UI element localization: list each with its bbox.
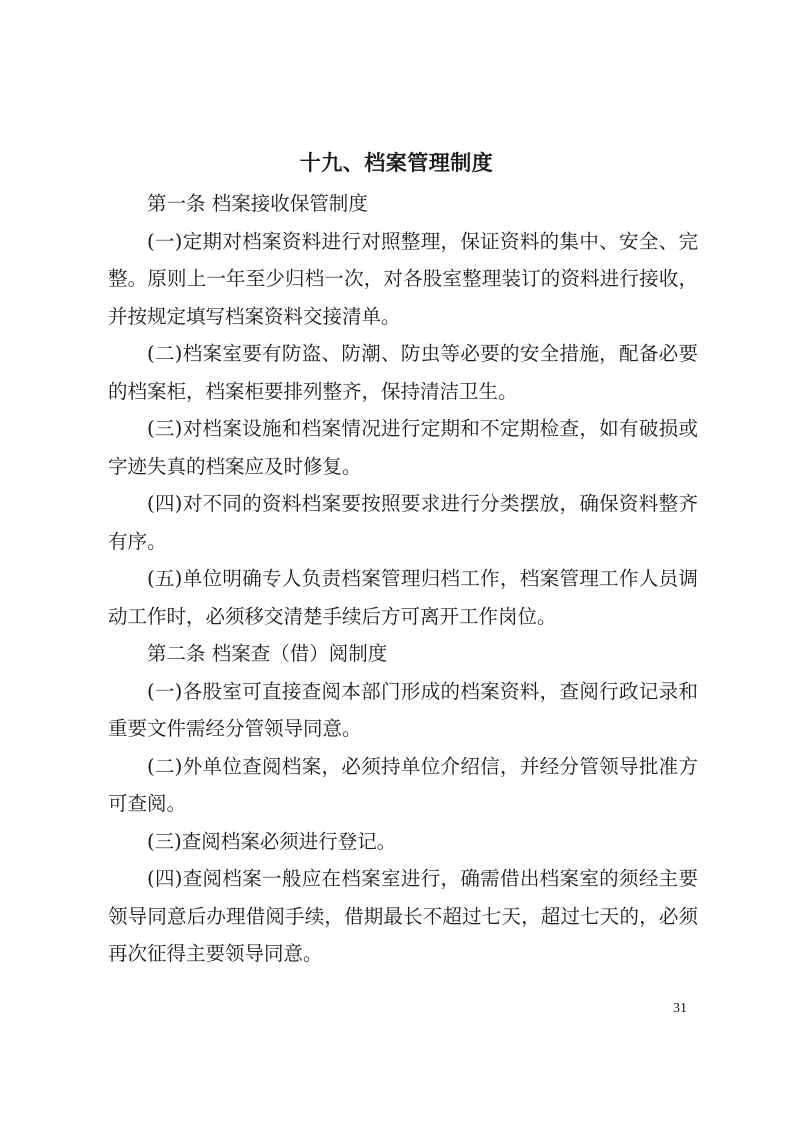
paragraph: (三)查阅档案必须进行登记。	[147, 829, 397, 853]
page-number: 31	[673, 1001, 687, 1016]
paragraph: (三)对档案设施和档案情况进行定期和不定期检查，如有破损或字迹失真的档案应及时修复。	[108, 417, 698, 478]
paragraph: (二)档案室要有防盗、防潮、防虫等必要的安全措施，配备必要的档案柜，档案柜要排列整齐，保持清洁卫生。	[108, 342, 698, 403]
paragraph: (四)查阅档案一般应在档案室进行，确需借出档案室的须经主要领导同意后办理借阅手续，借期最长不超过七天，超过七天的，必须再次征得主要领导同意。	[108, 867, 698, 965]
paragraph: (一)各股室可直接查阅本部门形成的档案资料，查阅行政记录和重要文件需经分管领导同意。	[108, 679, 698, 740]
paragraph: (一)定期对档案资料进行对照整理，保证资料的集中、安全、完整。原则上一年至少归档一次，对各股室整理装订的资料进行接收，并按规定填写档案资料交接清单。	[108, 229, 698, 328]
document-title: 十九、档案管理制度	[299, 151, 494, 175]
paragraph: (四)对不同的资料档案要按照要求进行分类摆放，确保资料整齐有序。	[108, 492, 698, 553]
paragraph: (五)单位明确专人负责档案管理归档工作，档案管理工作人员调动工作时，必须移交清楚手续后方可离开工作岗位。	[108, 567, 698, 628]
paragraph: (二)外单位查阅档案，必须持单位介绍信，并经分管领导批准方可查阅。	[108, 754, 698, 815]
document-body	[108, 185, 698, 973]
article-heading: 第一条 档案接收保管制度	[147, 192, 368, 215]
article-heading: 第二条 档案查（借）阅制度	[147, 642, 388, 665]
